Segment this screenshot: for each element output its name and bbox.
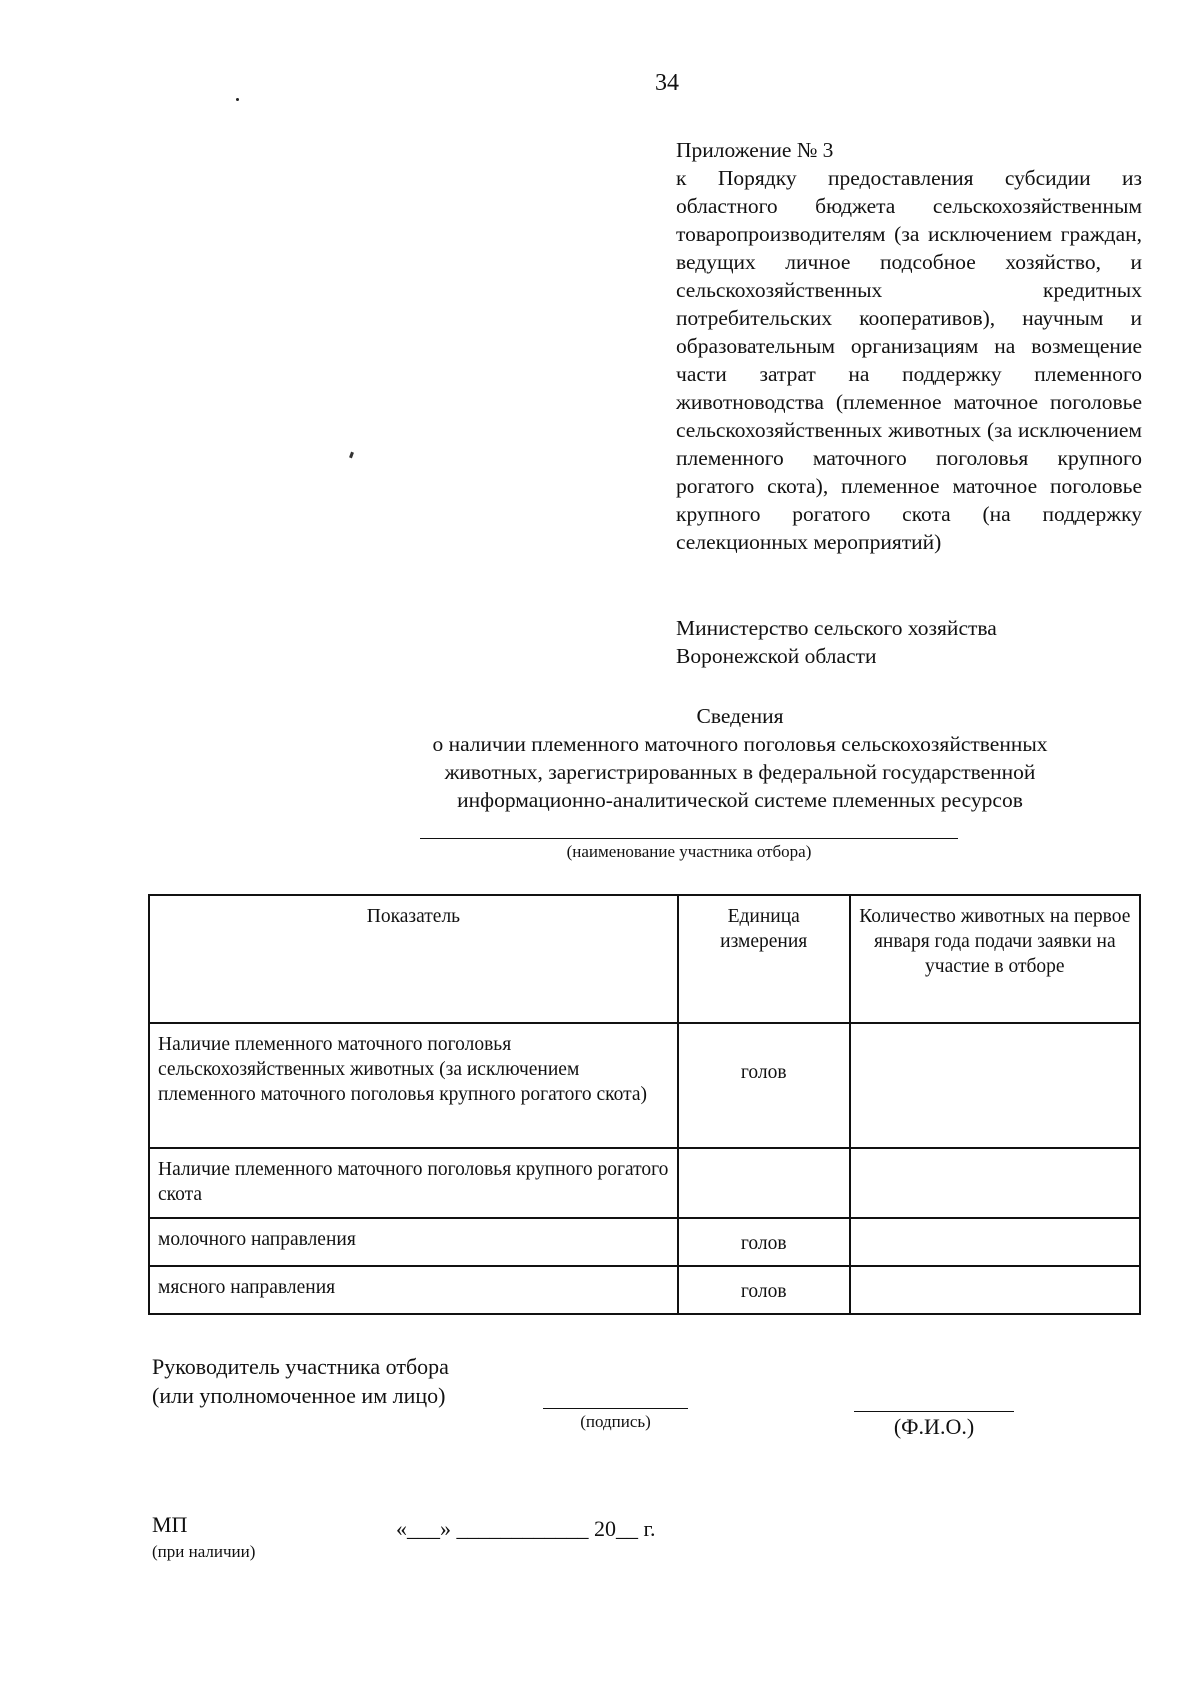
row-indicator: мясного направления [149,1266,678,1314]
page-number: 34 [655,70,679,96]
full-name-caption: (Ф.И.О.) [893,1414,975,1439]
full-name-line[interactable] [854,1411,1014,1412]
stamp-label: МП [152,1512,188,1537]
table-row [149,1023,1140,1148]
table-row [149,1148,1140,1218]
ministry-line: Воронежской области [676,644,877,668]
row-quantity-cell[interactable] [850,1148,1140,1218]
signature-line[interactable] [543,1408,688,1409]
header-quantity: Количество животных на первое января года подачи заявки на участие в отборе [850,895,1140,1023]
row-indicator: Наличие племенного маточного поголовья крупного рогатого скота [149,1148,678,1218]
livestock-table [148,894,1141,1315]
signature-caption: (подпись) [580,1412,651,1431]
table-row [149,1218,1140,1266]
heading-line: о наличии племенного маточного поголовья сельскохозяйственных [432,732,1048,756]
scan-speck [349,452,354,459]
row-unit: голов [678,1023,850,1148]
document-heading [360,702,1120,814]
row-quantity-cell[interactable] [850,1023,1140,1148]
appendix-body: к Порядку предоставления субсидии из областного бюджета сельскохозяйственным товаропроизводителям (за исключением граждан, ведущих личное подсобное хозяйство, и сельскохозяйственных кредитных потребительских кооперативов), научным и образовательным организациям на возмещение части затрат на поддержку племенного животноводства (племенное маточное поголовье сельскохозяйственных животных (за исключением племенного маточного поголовья крупного рогатого скота), племенное маточное поголовье крупного рогатого скота (на поддержку селекционных мероприятий) [676,166,1142,554]
signatory-line: Руководитель участника отбора [152,1354,449,1379]
stamp-note: (при наличии) [152,1542,256,1561]
header-indicator: Показатель [149,895,678,1023]
ministry-line: Министерство сельского хозяйства [676,616,997,640]
row-quantity-cell[interactable] [850,1266,1140,1314]
row-indicator: Наличие племенного маточного поголовья сельскохозяйственных животных (за исключением племенного маточного поголовья крупного рогатого скота) [149,1023,678,1148]
appendix-block [676,136,1142,556]
appendix-title: Приложение № 3 [676,138,834,162]
participant-name-caption: (наименование участника отбора) [566,842,812,861]
signatory-line: (или уполномоченное им лицо) [152,1383,446,1408]
table-header-row [149,895,1140,1023]
heading-title: Сведения [696,704,784,728]
participant-name-line[interactable] [420,838,958,839]
signatory-label [152,1352,449,1410]
row-unit [678,1148,850,1218]
row-unit: голов [678,1218,850,1266]
heading-line: информационно-аналитической системе племенных ресурсов [457,788,1023,812]
table-row [149,1266,1140,1314]
scan-speck [236,98,239,101]
ministry-block [676,614,1142,670]
date-field[interactable]: «___» ____________ 20__ г. [396,1516,656,1541]
row-unit: голов [678,1266,850,1314]
row-indicator: молочного направления [149,1218,678,1266]
header-unit: Единица измерения [678,895,850,1023]
row-quantity-cell[interactable] [850,1218,1140,1266]
heading-line: животных, зарегистрированных в федеральной государственной [444,760,1036,784]
